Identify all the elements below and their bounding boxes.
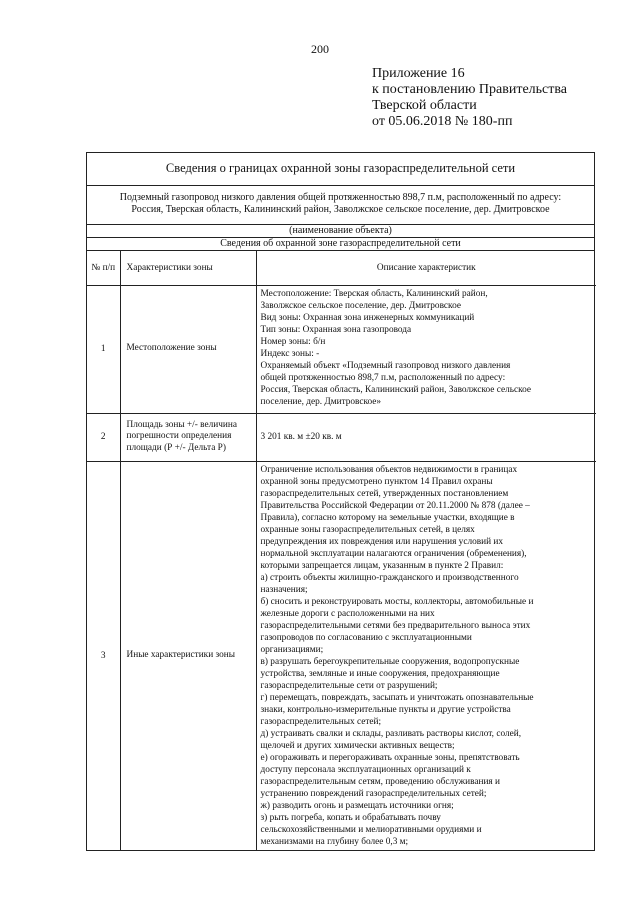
description-line: щелочей и других химически активных веществ;: [260, 740, 455, 751]
description-line: охранной зоны предусмотрено пунктом 14 Правил охраны: [260, 476, 493, 487]
description-line: охранные зоны газораспределительных сетей, в целях: [260, 524, 475, 535]
row-number: 3: [87, 461, 120, 850]
description-line: знаки, контрольно-измерительные пункты и другие устройства: [260, 704, 511, 715]
description-line: д) устраивать свалки и склады, разливать растворы кислот, солей,: [260, 728, 522, 739]
object-name: [87, 186, 594, 225]
row-characteristic: Площадь зоны +/- величина погрешности определения площади (Р +/- Дельта Р): [120, 413, 256, 461]
description-line: устранению повреждений газораспределительных сетей;: [260, 788, 487, 799]
object-name-line: Россия, Тверская область, Калининский район, Заволжское сельское поселение, дер. Дмитровское: [131, 204, 550, 215]
description-line: назначения;: [260, 584, 308, 595]
description-line: которыми запрещается лицам, указанным в пункте 2 Правил:: [260, 560, 504, 571]
description-line: г) перемещать, повреждать, засыпать и уничтожать опознавательные: [260, 692, 534, 703]
row-characteristic: Местоположение зоны: [120, 285, 256, 413]
description-line: нормальной эксплуатации налагаются ограничения (обременения),: [260, 548, 527, 559]
description-line: а) строить объекты жилищно-гражданского и производственного: [260, 572, 519, 583]
description-line: общей протяженностью 898,7 п.м, расположенный по адресу:: [260, 372, 506, 383]
description-line: механизмами на глубину более 0,3 м;: [260, 836, 409, 847]
description-line: Местоположение: Тверская область, Калининский район,: [260, 288, 488, 299]
row-number: 1: [87, 285, 120, 413]
table-header-row: [87, 251, 596, 285]
column-header-description: Описание характеристик: [256, 251, 596, 285]
table-row: [87, 285, 596, 413]
description-line: доступу персонала эксплуатационных организаций к: [260, 764, 471, 775]
zone-characteristics-table: [87, 251, 596, 850]
description-line: Ограничение использования объектов недвижимости в границах: [260, 464, 518, 475]
table-row: [87, 413, 596, 461]
column-header-number: № п/п: [87, 251, 120, 285]
description-line: газопроводов по согласованию с эксплуатационными: [260, 632, 472, 643]
description-line: предупреждения их повреждения или нарушения условий их: [260, 536, 504, 547]
description-line: Охраняемый объект «Подземный газопровод низкого давления: [260, 360, 511, 371]
row-characteristic: Иные характеристики зоны: [120, 461, 256, 850]
description-line: в) разрушать берегоукрепительные сооружения, водопропускные: [260, 656, 520, 667]
row-description: [256, 285, 596, 413]
description-line: устройства, земляные и иные сооружения, предохраняющие: [260, 668, 500, 679]
zone-info-document: [86, 152, 595, 851]
object-name-line: Подземный газопровод низкого давления общей протяженностью 898,7 п.м, расположенный по адресу:: [119, 192, 562, 203]
description-line: Индекс зоны: -: [260, 348, 320, 359]
description-line: организациями;: [260, 644, 324, 655]
description-line: Заволжское сельское поселение, дер. Дмитровское: [260, 300, 461, 311]
row-description: [256, 413, 596, 461]
description-line: газораспределительным сетям, проведению обслуживания и: [260, 776, 500, 787]
column-header-characteristic: Характеристики зоны: [120, 251, 256, 285]
description-line: ж) разводить огонь и размещать источники огня;: [260, 800, 454, 811]
description-line: Вид зоны: Охранная зона инженерных коммуникаций: [260, 312, 475, 323]
description-line: поселение, дер. Дмитровское»: [260, 396, 382, 407]
description-line: з) рыть погреба, копать и обрабатывать почву: [260, 812, 441, 823]
description-line: сельскохозяйственными и мелиоративными орудиями и: [260, 824, 482, 835]
appendix-header: [372, 66, 622, 130]
document-title: Сведения о границах охранной зоны газораспределительной сети: [87, 153, 594, 186]
object-name-caption: (наименование объекта): [87, 225, 594, 238]
appendix-line: к постановлению Правительства: [372, 82, 568, 97]
appendix-line: от 05.06.2018 № 180-пп: [372, 114, 513, 129]
description-line: Тип зоны: Охранная зона газопровода: [260, 324, 412, 335]
row-number: 2: [87, 413, 120, 461]
description-line: газораспределительные сети от разрушений;: [260, 680, 438, 691]
description-line: газораспределительными сетями без предварительного выноса этих: [260, 620, 531, 631]
table-row: [87, 461, 596, 850]
description-line: Правила), согласно которому на земельные участки, входящие в: [260, 512, 515, 523]
appendix-line: Тверской области: [372, 98, 477, 113]
description-line: Правительства Российской Федерации от 20.11.2000 № 878 (далее –: [260, 500, 530, 511]
row-description: [256, 461, 596, 850]
description-line: Россия, Тверская область, Калининский район, Заволжское сельское: [260, 384, 532, 395]
description-line: Номер зоны: б/н: [260, 336, 326, 347]
description-line: железные дороги с расположенными на них: [260, 608, 435, 619]
appendix-line: Приложение 16: [372, 66, 465, 81]
page-number: 200: [311, 42, 329, 56]
description-line: б) сносить и реконструировать мосты, коллекторы, автомобильные и: [260, 596, 534, 607]
section-title: Сведения об охранной зоне газораспределительной сети: [87, 238, 594, 251]
description-line: 3 201 кв. м ±20 кв. м: [260, 432, 342, 442]
description-line: газораспределительных сетей, утвержденных постановлением: [260, 488, 509, 499]
description-line: газораспределительных сетей;: [260, 716, 382, 727]
description-line: е) огораживать и перегораживать охранные зоны, препятствовать: [260, 752, 520, 763]
